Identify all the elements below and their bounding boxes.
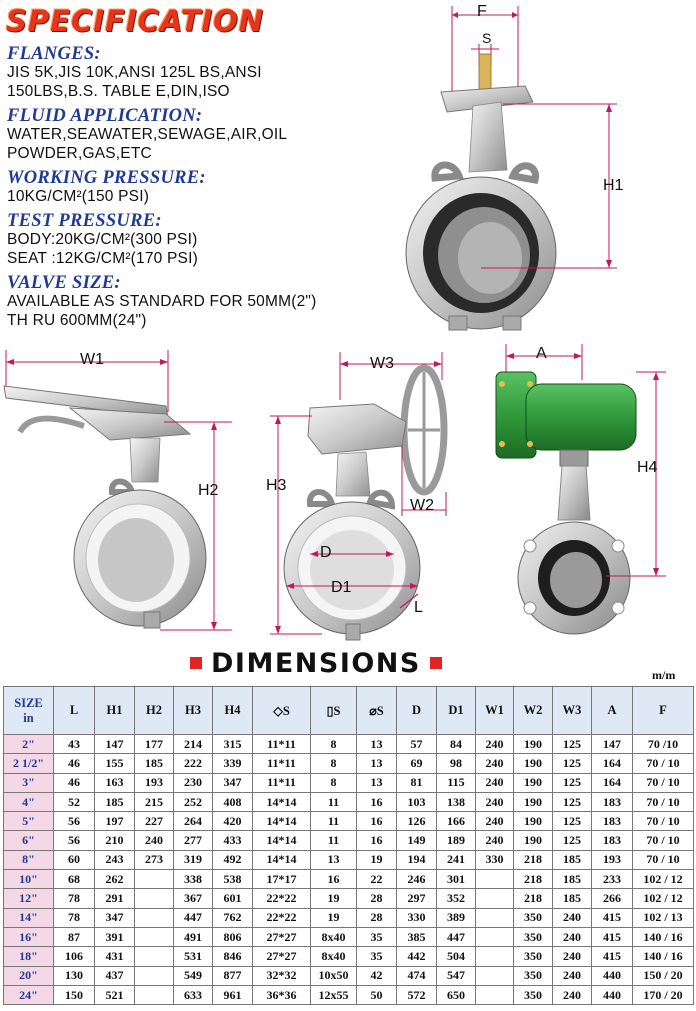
- table-cell: 241: [437, 850, 476, 869]
- fluid-heading: FLUID APPLICATION:: [7, 106, 203, 126]
- table-cell: 350: [514, 908, 553, 927]
- table-cell: 650: [437, 985, 476, 1004]
- table-cell: 297: [397, 889, 437, 908]
- table-cell: 547: [437, 966, 476, 985]
- table-cell: 347: [213, 773, 253, 792]
- table-cell: 214: [174, 735, 213, 754]
- size-cell: 8": [4, 850, 54, 869]
- table-cell: 70 / 10: [633, 812, 694, 831]
- table-cell: 190: [514, 792, 553, 811]
- table-cell: 440: [592, 985, 633, 1004]
- table-cell: 70 / 10: [633, 773, 694, 792]
- table-cell: 14*14: [253, 812, 311, 831]
- table-cell: 166: [437, 812, 476, 831]
- table-cell: 46: [54, 754, 95, 773]
- table-cell: 193: [135, 773, 174, 792]
- table-cell: 762: [213, 908, 253, 927]
- table-cell: 164: [592, 754, 633, 773]
- table-cell: 197: [95, 812, 135, 831]
- table-cell: 193: [592, 850, 633, 869]
- table-cell: 240: [553, 966, 592, 985]
- table-cell: 125: [553, 792, 592, 811]
- table-cell: 70 /10: [633, 735, 694, 754]
- table-cell: 13: [311, 850, 357, 869]
- table-cell: 102 / 12: [633, 870, 694, 889]
- table-row: [4, 850, 694, 869]
- table-cell: 210: [95, 831, 135, 850]
- column-header-4: H3: [174, 687, 213, 735]
- table-cell: 218: [514, 889, 553, 908]
- table-cell: [135, 947, 174, 966]
- table-cell: 240: [553, 947, 592, 966]
- test-pressure-body: BODY:20KG/CM²(300 PSI): [7, 231, 198, 248]
- table-cell: 52: [54, 792, 95, 811]
- red-square-right-icon: [430, 657, 442, 669]
- table-cell: 57: [397, 735, 437, 754]
- flanges-line-1: JIS 5K,JIS 10K,ANSI 125L BS,ANSI: [7, 64, 262, 81]
- column-header-5: H4: [213, 687, 253, 735]
- size-cell: 10": [4, 870, 54, 889]
- table-cell: 147: [592, 735, 633, 754]
- table-cell: 538: [213, 870, 253, 889]
- table-cell: 266: [592, 889, 633, 908]
- column-header-8: ⌀S: [357, 687, 397, 735]
- table-cell: 415: [592, 908, 633, 927]
- table-cell: 102 / 13: [633, 908, 694, 927]
- table-cell: 633: [174, 985, 213, 1004]
- table-cell: 227: [135, 812, 174, 831]
- table-header-row: [4, 687, 694, 735]
- table-cell: 415: [592, 927, 633, 946]
- table-cell: 437: [95, 966, 135, 985]
- table-cell: 11*11: [253, 773, 311, 792]
- size-cell: 2": [4, 735, 54, 754]
- table-cell: 164: [592, 773, 633, 792]
- table-cell: [135, 985, 174, 1004]
- table-cell: 81: [397, 773, 437, 792]
- table-cell: 19: [357, 850, 397, 869]
- table-cell: 46: [54, 773, 95, 792]
- table-cell: 233: [592, 870, 633, 889]
- table-row: [4, 735, 694, 754]
- table-row: [4, 831, 694, 850]
- table-cell: 8: [311, 773, 357, 792]
- table-cell: 170 / 20: [633, 985, 694, 1004]
- table-cell: 330: [397, 908, 437, 927]
- label-s: S: [482, 30, 492, 46]
- table-cell: [476, 947, 514, 966]
- table-cell: 240: [476, 773, 514, 792]
- label-h2: H2: [198, 482, 219, 499]
- table-cell: 32*32: [253, 966, 311, 985]
- table-cell: 70 / 10: [633, 792, 694, 811]
- size-cell: 16": [4, 927, 54, 946]
- table-cell: 491: [174, 927, 213, 946]
- table-cell: 140 / 16: [633, 947, 694, 966]
- table-cell: 243: [95, 850, 135, 869]
- red-square-left-icon: [190, 657, 202, 669]
- table-cell: 163: [95, 773, 135, 792]
- table-cell: 11*11: [253, 754, 311, 773]
- column-header-11: W1: [476, 687, 514, 735]
- table-cell: 115: [437, 773, 476, 792]
- size-cell: 6": [4, 831, 54, 850]
- table-row: [4, 773, 694, 792]
- table-cell: 240: [135, 831, 174, 850]
- gear-valve-figure: [262, 346, 462, 642]
- table-cell: [476, 985, 514, 1004]
- table-cell: 36*36: [253, 985, 311, 1004]
- table-cell: 22*22: [253, 889, 311, 908]
- table-cell: 16: [357, 812, 397, 831]
- table-cell: [135, 966, 174, 985]
- table-cell: 301: [437, 870, 476, 889]
- table-cell: 10x50: [311, 966, 357, 985]
- table-cell: 291: [95, 889, 135, 908]
- table-cell: [476, 870, 514, 889]
- valve-size-line-2: TH RU 600MM(24"): [7, 312, 147, 329]
- table-cell: 12x55: [311, 985, 357, 1004]
- table-cell: 106: [54, 947, 95, 966]
- table-cell: 16: [357, 831, 397, 850]
- dimensions-title: DIMENSIONS: [211, 647, 421, 679]
- table-cell: 35: [357, 927, 397, 946]
- table-row: [4, 985, 694, 1004]
- table-cell: 70 / 10: [633, 850, 694, 869]
- table-cell: 492: [213, 850, 253, 869]
- size-cell: 3": [4, 773, 54, 792]
- table-cell: 177: [135, 735, 174, 754]
- fluid-line-1: WATER,SEAWATER,SEWAGE,AIR,OIL: [7, 126, 288, 143]
- table-cell: 339: [213, 754, 253, 773]
- table-cell: 125: [553, 831, 592, 850]
- table-cell: 442: [397, 947, 437, 966]
- table-cell: 350: [514, 947, 553, 966]
- table-cell: 13: [357, 735, 397, 754]
- table-cell: 185: [135, 754, 174, 773]
- table-cell: 16: [357, 792, 397, 811]
- column-header-2: H1: [95, 687, 135, 735]
- table-cell: 185: [553, 850, 592, 869]
- working-pressure-heading: WORKING PRESSURE:: [7, 168, 206, 188]
- table-cell: 315: [213, 735, 253, 754]
- table-cell: 385: [397, 927, 437, 946]
- table-cell: 240: [553, 985, 592, 1004]
- table-row: [4, 870, 694, 889]
- table-cell: 319: [174, 850, 213, 869]
- table-cell: 125: [553, 735, 592, 754]
- table-cell: 420: [213, 812, 253, 831]
- table-row: [4, 812, 694, 831]
- table-cell: 190: [514, 754, 553, 773]
- label-w3: W3: [370, 355, 394, 372]
- actuator-valve-figure: [486, 340, 694, 640]
- table-cell: 190: [514, 812, 553, 831]
- table-cell: 433: [213, 831, 253, 850]
- dimensions-table: [3, 686, 694, 1005]
- table-cell: 252: [174, 792, 213, 811]
- table-cell: 70 / 10: [633, 754, 694, 773]
- table-cell: 98: [437, 754, 476, 773]
- column-header-12: W2: [514, 687, 553, 735]
- table-cell: 222: [174, 754, 213, 773]
- table-cell: 350: [514, 927, 553, 946]
- table-cell: 273: [135, 850, 174, 869]
- table-cell: 11: [311, 831, 357, 850]
- table-cell: [135, 889, 174, 908]
- table-cell: 183: [592, 812, 633, 831]
- table-cell: 240: [476, 735, 514, 754]
- table-cell: 189: [437, 831, 476, 850]
- label-h4: H4: [637, 459, 658, 476]
- table-cell: 14*14: [253, 850, 311, 869]
- table-cell: 961: [213, 985, 253, 1004]
- table-body: [4, 735, 694, 1005]
- table-cell: 103: [397, 792, 437, 811]
- table-cell: 408: [213, 792, 253, 811]
- table-cell: 42: [357, 966, 397, 985]
- table-cell: 69: [397, 754, 437, 773]
- size-cell: 2 1/2": [4, 754, 54, 773]
- table-cell: 240: [476, 831, 514, 850]
- bare-valve-figure: [395, 0, 695, 340]
- table-row: [4, 927, 694, 946]
- table-cell: 14*14: [253, 792, 311, 811]
- table-cell: 149: [397, 831, 437, 850]
- table-row: [4, 792, 694, 811]
- table-row: [4, 966, 694, 985]
- column-header-3: H2: [135, 687, 174, 735]
- table-cell: 264: [174, 812, 213, 831]
- table-cell: 846: [213, 947, 253, 966]
- table-cell: 68: [54, 870, 95, 889]
- table-cell: 60: [54, 850, 95, 869]
- table-cell: 230: [174, 773, 213, 792]
- table-cell: 504: [437, 947, 476, 966]
- label-f: F: [477, 3, 487, 20]
- valve-size-heading: VALVE SIZE:: [7, 273, 121, 293]
- table-cell: 572: [397, 985, 437, 1004]
- table-cell: 78: [54, 908, 95, 927]
- table-cell: 277: [174, 831, 213, 850]
- table-cell: 43: [54, 735, 95, 754]
- table-cell: 877: [213, 966, 253, 985]
- table-cell: 391: [95, 927, 135, 946]
- label-w2: W2: [410, 497, 434, 514]
- table-cell: 549: [174, 966, 213, 985]
- table-cell: 330: [476, 850, 514, 869]
- table-cell: [135, 870, 174, 889]
- table-cell: 601: [213, 889, 253, 908]
- table-cell: 17*17: [253, 870, 311, 889]
- column-header-9: D: [397, 687, 437, 735]
- table-cell: 194: [397, 850, 437, 869]
- label-a: A: [536, 345, 547, 362]
- column-header-13: W3: [553, 687, 592, 735]
- table-cell: 102 / 12: [633, 889, 694, 908]
- table-cell: 8: [311, 735, 357, 754]
- column-header-1: L: [54, 687, 95, 735]
- table-cell: 22: [357, 870, 397, 889]
- table-cell: 474: [397, 966, 437, 985]
- table-cell: 431: [95, 947, 135, 966]
- table-cell: 240: [553, 908, 592, 927]
- table-cell: [476, 927, 514, 946]
- table-cell: 11: [311, 792, 357, 811]
- table-cell: 190: [514, 773, 553, 792]
- table-cell: 150 / 20: [633, 966, 694, 985]
- table-cell: 125: [553, 754, 592, 773]
- working-pressure-line: 10KG/CM²(150 PSI): [7, 188, 150, 205]
- table-cell: 56: [54, 812, 95, 831]
- table-cell: 16: [311, 870, 357, 889]
- fluid-line-2: POWDER,GAS,ETC: [7, 145, 152, 162]
- size-cell: 20": [4, 966, 54, 985]
- table-cell: 415: [592, 947, 633, 966]
- table-cell: 447: [437, 927, 476, 946]
- table-cell: 28: [357, 908, 397, 927]
- column-header-15: F: [633, 687, 694, 735]
- table-cell: 155: [95, 754, 135, 773]
- table-cell: 14*14: [253, 831, 311, 850]
- table-cell: 521: [95, 985, 135, 1004]
- flanges-line-2: 150LBS,B.S. TABLE E,DIN,ISO: [7, 83, 230, 100]
- table-cell: 240: [553, 927, 592, 946]
- table-cell: 27*27: [253, 927, 311, 946]
- table-cell: 138: [437, 792, 476, 811]
- table-cell: 350: [514, 985, 553, 1004]
- table-cell: 183: [592, 831, 633, 850]
- table-cell: 240: [476, 754, 514, 773]
- label-h1: H1: [603, 177, 624, 194]
- table-cell: 350: [514, 966, 553, 985]
- label-h3: H3: [266, 477, 287, 494]
- test-pressure-heading: TEST PRESSURE:: [7, 211, 162, 231]
- table-cell: 140 / 16: [633, 927, 694, 946]
- table-cell: 531: [174, 947, 213, 966]
- table-cell: 447: [174, 908, 213, 927]
- table-cell: 218: [514, 870, 553, 889]
- table-cell: 28: [357, 889, 397, 908]
- table-cell: 19: [311, 908, 357, 927]
- valve-size-line-1: AVAILABLE AS STANDARD FOR 50MM(2"): [7, 293, 317, 310]
- flanges-heading: FLANGES:: [7, 44, 101, 64]
- table-row: [4, 908, 694, 927]
- table-cell: [135, 908, 174, 927]
- table-cell: 367: [174, 889, 213, 908]
- table-cell: 352: [437, 889, 476, 908]
- table-cell: 78: [54, 889, 95, 908]
- table-cell: 338: [174, 870, 213, 889]
- dimensions-heading: [190, 646, 442, 680]
- table-cell: 190: [514, 735, 553, 754]
- table-cell: 240: [476, 812, 514, 831]
- table-cell: 185: [553, 870, 592, 889]
- table-cell: [476, 966, 514, 985]
- table-cell: 183: [592, 792, 633, 811]
- table-cell: 8x40: [311, 927, 357, 946]
- table-cell: 190: [514, 831, 553, 850]
- table-cell: 130: [54, 966, 95, 985]
- table-cell: 806: [213, 927, 253, 946]
- table-row: [4, 754, 694, 773]
- table-cell: 125: [553, 812, 592, 831]
- table-cell: 87: [54, 927, 95, 946]
- table-cell: 125: [553, 773, 592, 792]
- table-cell: 262: [95, 870, 135, 889]
- table-cell: [135, 927, 174, 946]
- table-cell: 56: [54, 831, 95, 850]
- table-cell: 246: [397, 870, 437, 889]
- table-cell: 150: [54, 985, 95, 1004]
- column-header-10: D1: [437, 687, 476, 735]
- table-cell: 218: [514, 850, 553, 869]
- table-cell: 22*22: [253, 908, 311, 927]
- unit-label: m/m: [652, 668, 676, 682]
- column-header-6: ◇S: [253, 687, 311, 735]
- table-cell: 50: [357, 985, 397, 1004]
- table-row: [4, 947, 694, 966]
- size-cell: 14": [4, 908, 54, 927]
- size-cell: 5": [4, 812, 54, 831]
- size-cell: 4": [4, 792, 54, 811]
- table-cell: 27*27: [253, 947, 311, 966]
- specification-title: SPECIFICATION: [6, 4, 265, 38]
- label-d: D: [320, 544, 332, 561]
- label-w1: W1: [80, 351, 104, 368]
- column-header-14: A: [592, 687, 633, 735]
- table-cell: 11*11: [253, 735, 311, 754]
- size-cell: 12": [4, 889, 54, 908]
- table-cell: 147: [95, 735, 135, 754]
- table-cell: 185: [553, 889, 592, 908]
- table-cell: 440: [592, 966, 633, 985]
- table-cell: 126: [397, 812, 437, 831]
- table-cell: 70 / 10: [633, 831, 694, 850]
- size-cell: 24": [4, 985, 54, 1004]
- column-header-0: SIZE in: [4, 687, 54, 735]
- table-cell: 35: [357, 947, 397, 966]
- table-cell: 185: [95, 792, 135, 811]
- table-cell: 11: [311, 812, 357, 831]
- table-row: [4, 889, 694, 908]
- table-cell: [476, 889, 514, 908]
- table-cell: 8x40: [311, 947, 357, 966]
- table-cell: 347: [95, 908, 135, 927]
- table-cell: 84: [437, 735, 476, 754]
- table-cell: 19: [311, 889, 357, 908]
- table-cell: 389: [437, 908, 476, 927]
- size-cell: 18": [4, 947, 54, 966]
- table-cell: 215: [135, 792, 174, 811]
- column-header-7: ▯S: [311, 687, 357, 735]
- label-l: L: [414, 599, 423, 616]
- table-cell: 240: [476, 792, 514, 811]
- table-cell: 8: [311, 754, 357, 773]
- label-d1: D1: [331, 579, 352, 596]
- test-pressure-seat: SEAT :12KG/CM²(170 PSI): [7, 250, 198, 267]
- table-cell: 13: [357, 754, 397, 773]
- table-cell: 13: [357, 773, 397, 792]
- table-cell: [476, 908, 514, 927]
